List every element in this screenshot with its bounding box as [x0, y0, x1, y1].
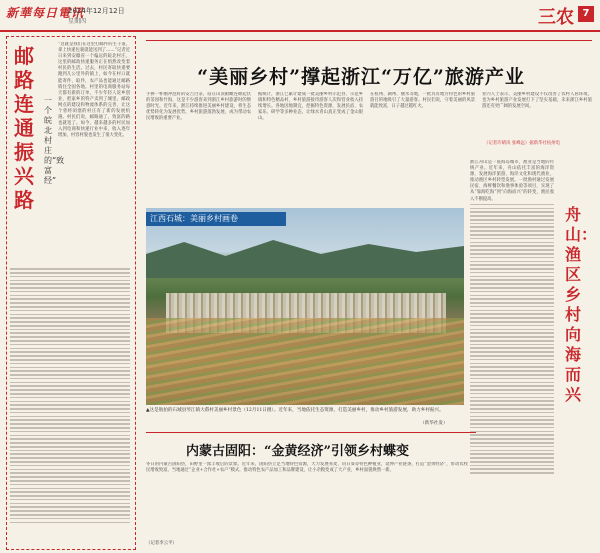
- main-body-col-2: 据统计，浙江已累计建成一批美丽乡村示范县、示范乡镇和特色精品村，乡村旅游接待游客人次和营业收入持续增长。各地因地制宜，挖掘特色资源，发展民宿、农家乐、研学等多种业态，让绿水青山真正变成了金山银山。: [258, 92, 363, 122]
- section-title: 三农: [538, 7, 574, 28]
- main-headline: “美丽乡村”撑起浙江“万亿”旅游产业: [197, 66, 525, 88]
- photo-credit: （新华社发）: [420, 421, 448, 426]
- photo-caption: ▲这是航拍的石城县琴江镇大畲村美丽乡村景色（12月11日摄）。近年来，当地依托生态资源，打造美丽乡村，推动乡村旅游发展，助力乡村振兴。: [146, 408, 444, 413]
- right-article-body-lines: [470, 160, 554, 548]
- left-article-body-lines: [10, 266, 130, 544]
- photo-banner: 江西石城：美丽乡村画卷: [146, 212, 286, 226]
- left-article-subtitle: 一个皖北村庄的“致富经”: [44, 96, 65, 185]
- village-aerial-photo: [146, 208, 464, 405]
- middle-rule: [146, 432, 476, 433]
- page-number-badge: 7: [578, 6, 594, 22]
- bottom-headline: 内蒙古固阳：“金黄经济”引领乡村蝶变: [186, 444, 409, 459]
- bottom-article-credit: （记者李云平）: [146, 541, 177, 546]
- mountain-shape: [146, 238, 464, 278]
- left-article-body-top: “这就是我们在这里打邮件的主干道，拿上快递包裹就能送到了……”记者近日来到安徽省一个偏远的皖北村庄，这里的邮政快递服务正在悄然改变着村民的生活。过去，村民寄取快递要跑到几公里外的镇上，如今在村口就能寄件、取件，农产品也能通过邮路销往全国各地。村里的电商服务站每天都有新的订单，不少年轻人返乡创业，把家乡的特产卖到了城里。邮政网点的建设和物流体系的完善，让这个曾经闭塞的村庄有了新的发展机遇。村民们说，邮路通了，致富的路也就宽了。如今，越来越多的村民加入到电商和快递行业中来，收入逐年增加，村容村貌也发生了很大变化。: [58, 42, 130, 139]
- masthead: [0, 0, 600, 32]
- main-body-col-3: 在杭州、湖州、丽水等地，一批具有地方特色的乡村旅游目的地吸引了大量游客。村民们说，守着美丽的风景就能致富，日子越过越红火。: [370, 92, 475, 110]
- bottom-article-body: 冬日的内蒙古固阳县，田野里一派丰收后的景象。近年来，固阳县立足当地特色资源，大力发展荞麦、向日葵等特色种植业，延伸产业链条，打造“金黄经济”，带动农牧民增收致富。当地通过“企业+合作社+农户”模式，推动特色农产品加工和品牌建设，让小杂粮变成了大产业，乡村面貌焕然一新。: [146, 462, 468, 474]
- top-rule: [146, 40, 592, 41]
- weekday: 星期四: [68, 18, 87, 25]
- left-article-title: 邮路连通振兴路: [14, 44, 34, 212]
- right-article-body: 浙江舟山是一座海岛城市，渔业是当地的传统产业。近年来，舟山依托丰富的海洋资源，发展海洋旅游、海洋文化和现代渔业，推动渔区乡村转型发展。一批渔村通过发展民宿、海鲜餐饮和渔事体验等项目，实现了从“靠海吃海”到“向海而兴”的转变，渔民收入不断提高。: [470, 160, 554, 204]
- issue-date: 2024年12月12日: [68, 7, 125, 15]
- right-article-title: 舟山：渔区乡村向海而兴: [565, 205, 598, 404]
- main-body-col-1: 手捧一杯刚冲泡好的安吉白茶，站在山顶俯瞰连绵起伏的茶园和竹海，这是不少游客来到浙江乡村旅游时的惬意时光。近年来，浙江持续推进美丽乡村建设，将生态优势转化为发展优势，乡村旅游蓬勃发展，成为带动农民增收的重要产业。: [146, 92, 251, 122]
- paper-name: 新華每日電讯: [6, 6, 85, 20]
- main-body-col-4: 业内人士表示，美丽乡村建设不仅改善了农村人居环境，也为乡村旅游产业发展打下了坚实基础，未来浙江乡村旅游还有更广阔的发展空间。: [482, 92, 592, 110]
- terraced-fields: [146, 318, 464, 405]
- main-article-credit: （记者许晴岚 张峰远）据新华社杭州电: [484, 141, 561, 146]
